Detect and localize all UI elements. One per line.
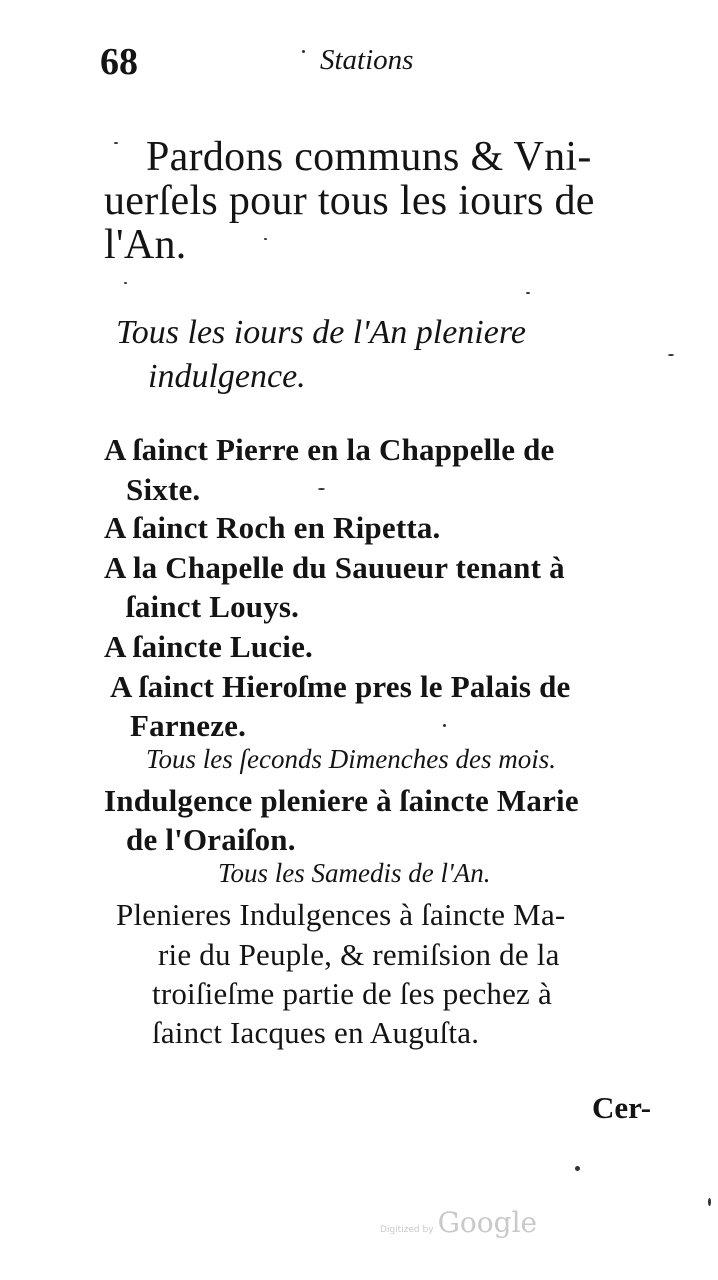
body-line: A ſaincte Lucie.: [104, 629, 313, 664]
scan-speck: [302, 50, 305, 53]
body-line: A ſainct Hieroſme pres le Palais de: [110, 669, 571, 704]
body-line: de l'Oraiſon.: [126, 822, 296, 857]
title-line-2: uerſels pour tous les iours de: [104, 178, 595, 224]
body-line: Plenieres Indulgences à ſaincte Ma-: [116, 897, 566, 932]
body-line: rie du Peuple, & remiſsion de la: [158, 937, 560, 972]
body-line: Sixte.: [126, 472, 201, 507]
section-heading: Tous les Samedis de l'An.: [218, 858, 491, 888]
scan-speck: [114, 142, 118, 144]
scan-speck: [318, 488, 325, 490]
body-line: A la Chapelle du Sauueur tenant à: [104, 550, 565, 585]
scan-speck: [124, 282, 127, 284]
body-line: Farneze.: [130, 708, 247, 743]
body-line: A ſainct Pierre en la Chappelle de: [104, 432, 555, 467]
body-line: ſainct Louys.: [126, 589, 300, 624]
body-line: A ſainct Roch en Ripetta.: [104, 510, 441, 545]
section-heading: Tous les ſeconds Dimenches des mois.: [146, 744, 556, 774]
watermark-prefix: Digitized by: [380, 1225, 434, 1235]
running-head: Stations: [320, 44, 414, 76]
scan-speck: [264, 238, 267, 240]
title-line-3: l'An.: [104, 222, 187, 268]
body-line: ſainct Iacques en Auguſta.: [152, 1015, 480, 1050]
page-number: 68: [100, 41, 138, 83]
scan-speck: [526, 292, 530, 294]
body-line: troiſieſme partie de ſes pechez à: [152, 976, 552, 1011]
scan-speck: [668, 354, 674, 356]
title-line-1: Pardons communs & Vni-: [146, 134, 592, 180]
digitized-watermark: [380, 1206, 537, 1239]
subtitle-line-2: indulgence.: [148, 358, 306, 395]
google-logo: Google: [437, 1206, 538, 1239]
subtitle-line-1: Tous les iours de l'An pleniere: [116, 314, 526, 351]
scan-speck: [443, 724, 446, 727]
scan-speck: [575, 1166, 580, 1171]
scan-speck: [708, 1198, 711, 1206]
catchword: Cer-: [592, 1090, 652, 1125]
body-line: Indulgence pleniere à ſaincte Marie: [104, 783, 579, 818]
